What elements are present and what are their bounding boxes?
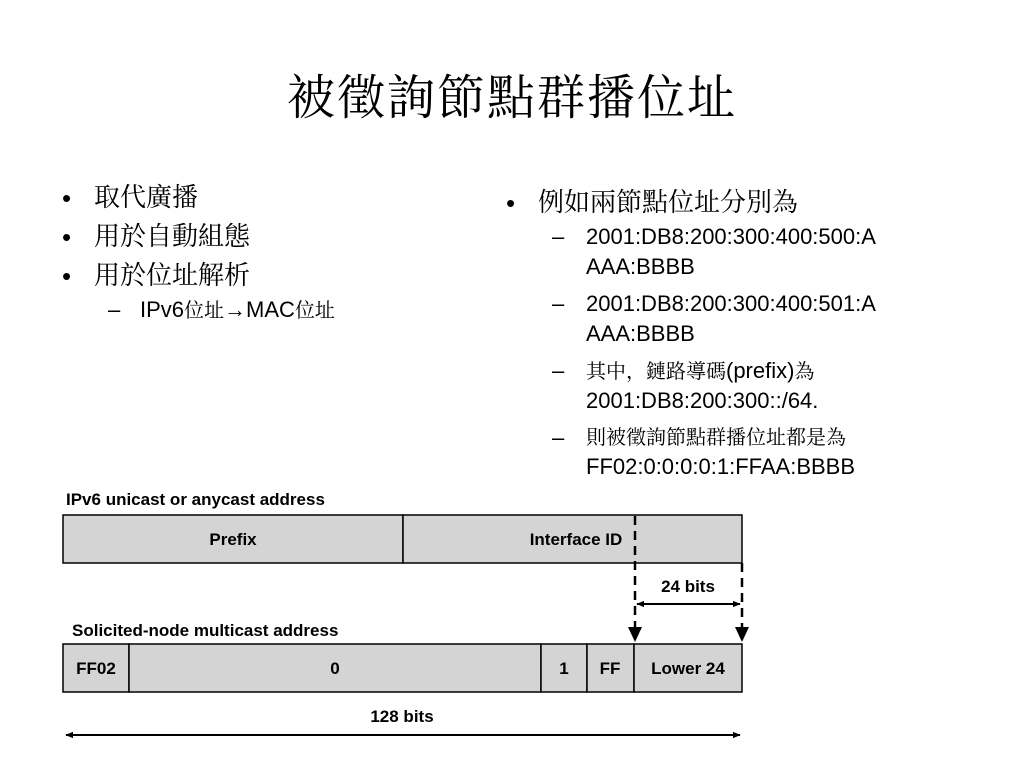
sub-mac: MAC bbox=[246, 297, 295, 322]
prefix-note-tail: 為 bbox=[794, 359, 815, 383]
lower24-label: Lower 24 bbox=[651, 659, 725, 678]
arrow-right-icon: → bbox=[224, 297, 247, 322]
sub-ipv6: IPv6 bbox=[140, 297, 185, 322]
sub-addr-1: 位址 bbox=[184, 298, 225, 322]
bullet-dot: • bbox=[62, 261, 72, 291]
ff-label: FF bbox=[599, 659, 621, 678]
prefix-note-cjk: 其中，鏈路導碼 bbox=[586, 359, 726, 383]
interface-id-label: Interface ID bbox=[529, 530, 623, 549]
address-2-line2: AAA:BBBB bbox=[586, 321, 695, 346]
dash-marker: – bbox=[552, 291, 565, 316]
dash-marker: – bbox=[552, 224, 565, 249]
multicast-value: FF02:0:0:0:0:1:FFAA:BBBB bbox=[586, 454, 856, 479]
multicast-caption: Solicited-node multicast address bbox=[72, 621, 339, 640]
bits128-label: 128 bits bbox=[370, 707, 434, 726]
zero-label: 0 bbox=[330, 659, 340, 678]
dash-marker: – bbox=[552, 358, 565, 383]
one-label: 1 bbox=[559, 659, 569, 678]
address-1-line2: AAA:BBBB bbox=[586, 254, 695, 279]
arrow-down-icon bbox=[735, 627, 749, 642]
prefix-value: 2001:DB8:200:300::/64. bbox=[586, 388, 819, 413]
left-bullet-3-text: 用於位址解析 bbox=[94, 261, 251, 291]
right-bullet-text: 例如兩節點位址分別為 bbox=[538, 188, 799, 218]
ff02-label: FF02 bbox=[76, 659, 116, 678]
left-bullet-1-text: 取代廣播 bbox=[94, 183, 199, 213]
sub-addr-2: 位址 bbox=[294, 298, 335, 322]
bullet-dot: • bbox=[62, 222, 72, 252]
left-bullet-2-text: 用於自動組態 bbox=[94, 222, 251, 252]
bullet-dot: • bbox=[62, 183, 72, 213]
arrow-down-icon bbox=[628, 627, 642, 642]
address-2-line1: 2001:DB8:200:300:400:501:A bbox=[586, 291, 876, 316]
slide-title: 被徵詢節點群播位址 bbox=[286, 70, 737, 126]
multicast-note-cjk: 則被徵詢節點群播位址都是為 bbox=[586, 425, 846, 449]
bullet-dot: • bbox=[506, 188, 516, 218]
prefix-note-word: (prefix) bbox=[726, 358, 795, 383]
bits24-label: 24 bits bbox=[661, 577, 715, 596]
dash-marker: – bbox=[552, 425, 565, 450]
address-1-line1: 2001:DB8:200:300:400:500:A bbox=[586, 224, 876, 249]
prefix-label: Prefix bbox=[209, 530, 257, 549]
dash-marker: – bbox=[108, 297, 121, 322]
unicast-caption: IPv6 unicast or anycast address bbox=[66, 490, 325, 509]
